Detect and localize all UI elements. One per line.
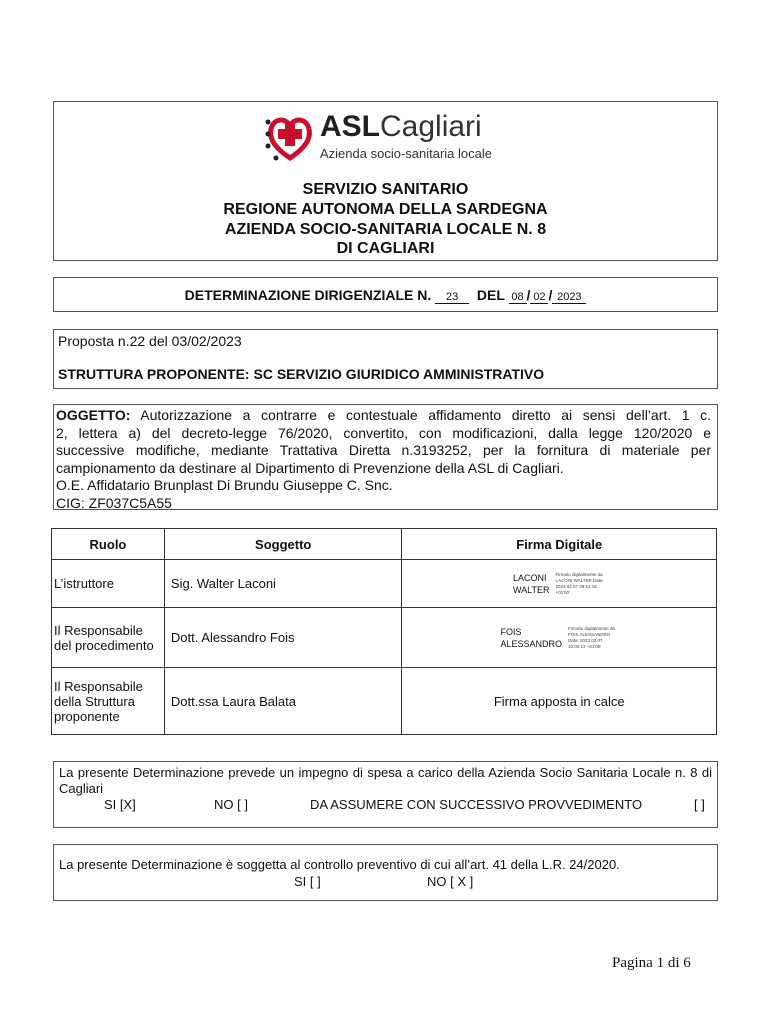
table-header-row bbox=[52, 529, 717, 560]
firma-cell bbox=[402, 560, 717, 608]
date-month: 02 bbox=[530, 291, 548, 304]
header-ruolo: Ruolo bbox=[52, 529, 165, 560]
impegno-no: NO [ ] bbox=[214, 797, 248, 812]
soggetto-cell: Dott. Alessandro Fois bbox=[164, 608, 402, 668]
firma-name-2: WALTER bbox=[512, 584, 550, 595]
impegno-text: La presente Determinazione prevede un impegno di spesa a carico della Azienda Socio Sanitaria Locale n. 8 di Cagliari bbox=[59, 765, 712, 796]
digital-signature bbox=[404, 572, 714, 596]
date-day: 08 bbox=[509, 291, 527, 304]
determinazione-number: 23 bbox=[435, 291, 469, 304]
controllo-box bbox=[53, 844, 718, 901]
date-year: 2023 bbox=[552, 291, 586, 304]
impegno-da-assumere-box: [ ] bbox=[694, 797, 705, 812]
table-row bbox=[52, 560, 717, 608]
firma-cell bbox=[402, 608, 717, 668]
firma-details: Firmato digitalmente da FOIS ALESSANDRO Data: 2023.02.07 10:00:13 +01'00' bbox=[568, 625, 616, 649]
determinazione-label: DETERMINAZIONE DIRIGENZIALE N. bbox=[184, 287, 432, 303]
soggetto-cell: Dott.ssa Laura Balata bbox=[164, 668, 402, 735]
proposta-text: Proposta n.22 del 03/02/2023 bbox=[58, 333, 242, 349]
digital-signature bbox=[404, 626, 714, 650]
oggetto-label: OGGETTO: bbox=[56, 407, 131, 423]
table-row bbox=[52, 668, 717, 735]
header-box bbox=[53, 101, 718, 261]
firma-name-2: ALESSANDRO bbox=[500, 638, 562, 649]
ruolo-cell: Il Responsabile della Struttura proponente bbox=[52, 668, 165, 735]
oggetto-line-2: 2, lettera a) del decreto-legge 76/2020, convertito, con modificazioni, dalla legge 120/2020 e bbox=[56, 424, 711, 441]
firma-cell: Firma apposta in calce bbox=[402, 668, 717, 735]
title-line-2: REGIONE AUTONOMA DELLA SARDEGNA bbox=[223, 201, 548, 218]
del-label: DEL bbox=[476, 287, 505, 303]
controllo-text: La presente Determinazione è soggetta al controllo preventivo di cui all’art. 41 della L.R. 24/2020. bbox=[59, 857, 620, 872]
firma-name-1: FOIS bbox=[500, 626, 522, 637]
impegno-box bbox=[53, 761, 718, 828]
table-row bbox=[52, 608, 717, 668]
header-soggetto: Soggetto bbox=[164, 529, 402, 560]
proposta-box bbox=[53, 329, 718, 389]
oggetto-line-1: Autorizzazione a contrarre e contestuale affidamento diretto ai sensi dell’art. 1 c. bbox=[140, 407, 711, 423]
controllo-no: NO [ X ] bbox=[427, 874, 474, 889]
oggetto-box bbox=[53, 404, 718, 510]
logo-wordmark: ASLCagliari bbox=[320, 110, 482, 143]
asl-logo bbox=[262, 108, 492, 166]
title-line-1: SERVIZIO SANITARIO bbox=[302, 181, 469, 198]
struttura-proponente: STRUTTURA PROPONENTE: SC SERVIZIO GIURIDICO AMMINISTRATIVO bbox=[58, 366, 545, 382]
oggetto-line-4: campionamento da destinare al Dipartimento di Prevenzione della ASL di Cagliari. bbox=[56, 459, 564, 476]
impegno-si: SI [X] bbox=[104, 797, 136, 812]
controllo-si: SI [ ] bbox=[294, 874, 321, 889]
title-line-3: AZIENDA SOCIO-SANITARIA LOCALE N. 8 bbox=[224, 221, 547, 238]
header-firma: Firma Digitale bbox=[402, 529, 717, 560]
roles-table bbox=[51, 528, 717, 735]
title-line-4: DI CAGLIARI bbox=[336, 240, 435, 257]
determinazione-row bbox=[54, 287, 717, 304]
soggetto-cell: Sig. Walter Laconi bbox=[164, 560, 402, 608]
date-sep-1: / bbox=[526, 287, 531, 303]
oggetto-cig: CIG: ZF037C5A55 bbox=[56, 494, 172, 511]
ruolo-cell: L’istruttore bbox=[52, 560, 165, 608]
firma-details: Firmato digitalmente da LACONI WALTER Data: 2023.02.07 09:51:16 +01'00' bbox=[555, 571, 604, 595]
determinazione-box bbox=[53, 277, 718, 312]
impegno-da-assumere: DA ASSUMERE CON SUCCESSIVO PROVVEDIMENTO bbox=[310, 797, 643, 812]
oggetto-text bbox=[56, 407, 711, 512]
ruolo-cell: Il Responsabile del procedimento bbox=[52, 608, 165, 668]
date-sep-2: / bbox=[548, 287, 553, 303]
firma-name-1: LACONI bbox=[512, 572, 547, 583]
page-number: Pagina 1 di 6 bbox=[612, 955, 691, 971]
logo-tagline: Azienda socio-sanitaria locale bbox=[320, 146, 492, 161]
oggetto-oe: O.E. Affidatario Brunplast Di Brundu Giuseppe C. Snc. bbox=[56, 477, 393, 493]
asl-heart-cross-icon bbox=[262, 108, 318, 164]
oggetto-line-3: successive modifiche, mediante Trattativa Diretta n.3193252, per la fornitura di materiale per bbox=[56, 442, 711, 458]
